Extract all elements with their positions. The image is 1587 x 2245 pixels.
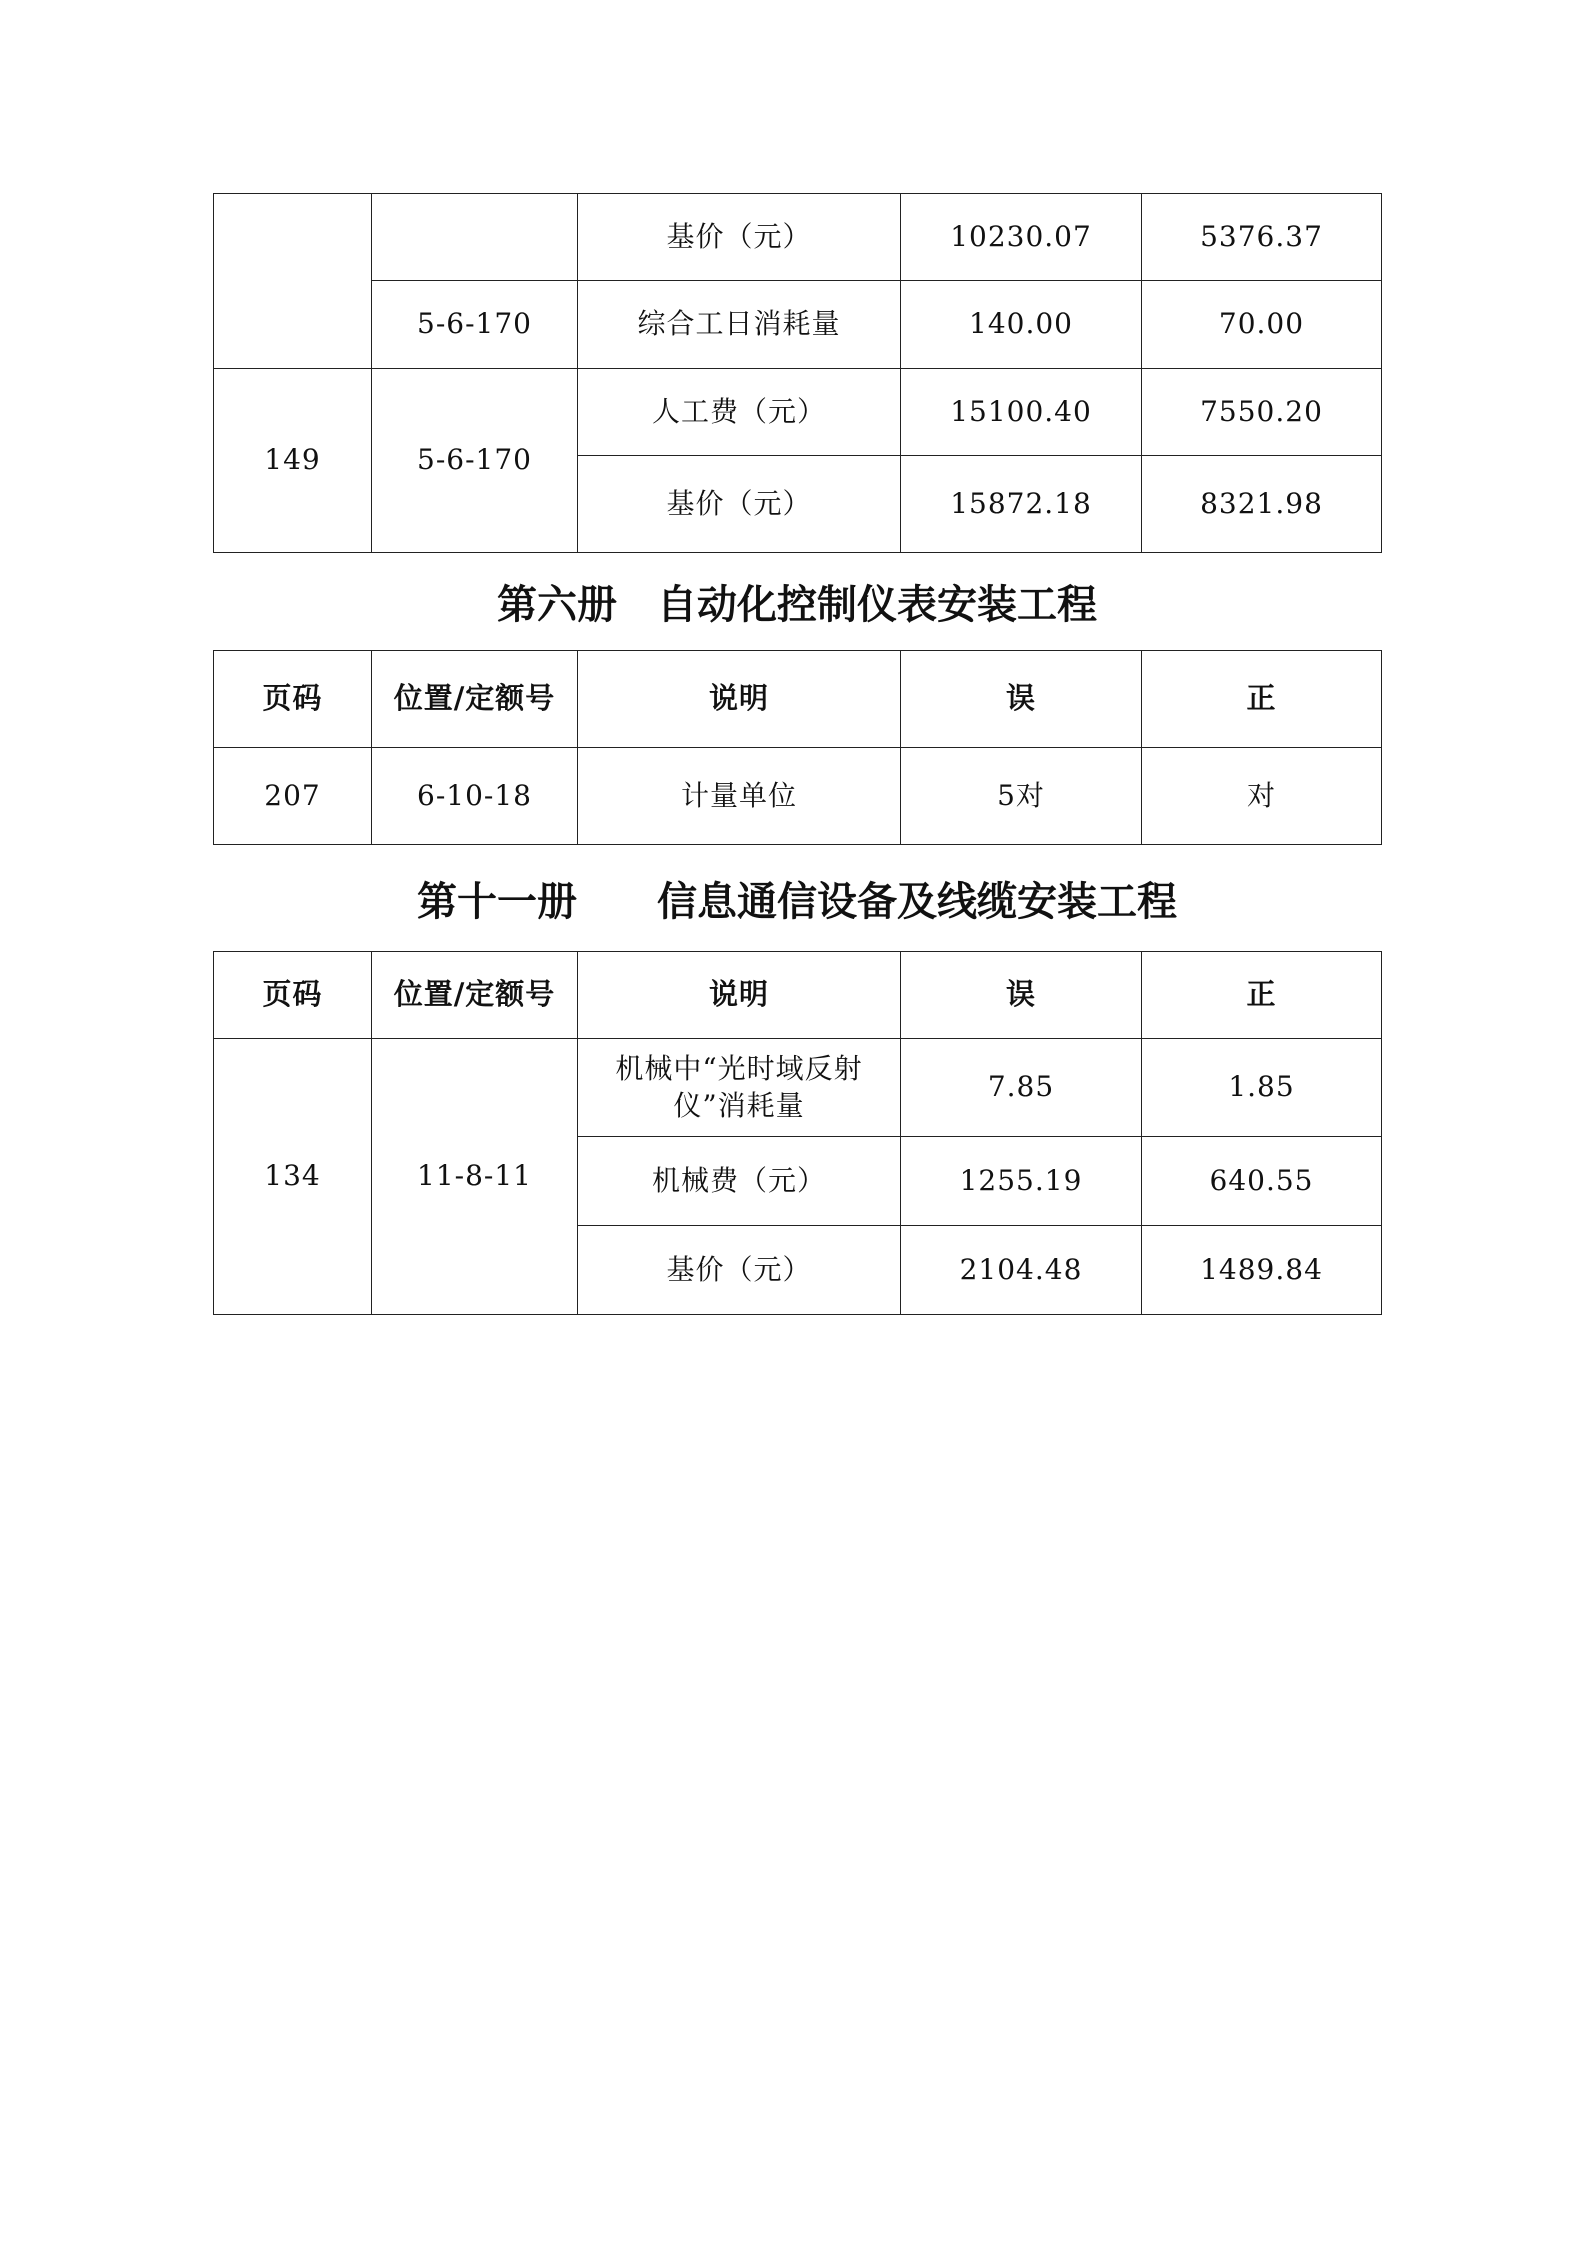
page-cell: 207 [214, 748, 372, 845]
wrong-cell: 7.85 [901, 1039, 1142, 1137]
header-desc: 说明 [578, 952, 901, 1039]
table-row [214, 194, 1382, 281]
desc-cell: 基价（元） [578, 194, 901, 281]
code-cell [372, 194, 578, 281]
table-header-row [214, 952, 1382, 1039]
page-cell [214, 194, 372, 369]
desc-cell: 机械中“光时域反射仪”消耗量 [578, 1039, 901, 1137]
code-cell: 5-6-170 [372, 369, 578, 553]
right-cell: 1489.84 [1142, 1226, 1382, 1315]
right-cell: 对 [1142, 748, 1382, 845]
errata-table-section11 [213, 951, 1382, 1315]
header-page: 页码 [214, 651, 372, 748]
wrong-cell: 140.00 [901, 281, 1142, 369]
errata-table-continued [213, 193, 1382, 553]
wrong-cell: 1255.19 [901, 1137, 1142, 1226]
header-wrong: 误 [901, 651, 1142, 748]
code-cell: 6-10-18 [372, 748, 578, 845]
header-page: 页码 [214, 952, 372, 1039]
header-right: 正 [1142, 952, 1382, 1039]
desc-cell: 机械费（元） [578, 1137, 901, 1226]
desc-cell: 基价（元） [578, 1226, 901, 1315]
table-row [214, 748, 1382, 845]
wrong-cell: 5对 [901, 748, 1142, 845]
wrong-cell: 2104.48 [901, 1226, 1142, 1315]
table-row [214, 281, 1382, 369]
page-cell: 134 [214, 1039, 372, 1315]
section-title: 第六册 自动化控制仪表安装工程 [497, 582, 1097, 628]
header-code: 位置/定额号 [372, 952, 578, 1039]
code-cell: 5-6-170 [372, 281, 578, 369]
header-wrong: 误 [901, 952, 1142, 1039]
page-cell: 149 [214, 369, 372, 553]
desc-cell: 综合工日消耗量 [578, 281, 901, 369]
right-cell: 7550.20 [1142, 369, 1382, 456]
wrong-cell: 15100.40 [901, 369, 1142, 456]
right-cell: 1.85 [1142, 1039, 1382, 1137]
desc-cell: 计量单位 [578, 748, 901, 845]
wrong-cell: 10230.07 [901, 194, 1142, 281]
right-cell: 70.00 [1142, 281, 1382, 369]
right-cell: 640.55 [1142, 1137, 1382, 1226]
wrong-cell: 15872.18 [901, 456, 1142, 553]
desc-cell: 基价（元） [578, 456, 901, 553]
right-cell: 5376.37 [1142, 194, 1382, 281]
header-right: 正 [1142, 651, 1382, 748]
table-row [214, 1039, 1382, 1137]
right-cell: 8321.98 [1142, 456, 1382, 553]
section-title: 第十一册 信息通信设备及线缆安装工程 [417, 879, 1177, 925]
header-desc: 说明 [578, 651, 901, 748]
errata-table-section6 [213, 650, 1382, 845]
table-header-row [214, 651, 1382, 748]
table-row [214, 369, 1382, 456]
header-code: 位置/定额号 [372, 651, 578, 748]
desc-cell: 人工费（元） [578, 369, 901, 456]
code-cell: 11-8-11 [372, 1039, 578, 1315]
